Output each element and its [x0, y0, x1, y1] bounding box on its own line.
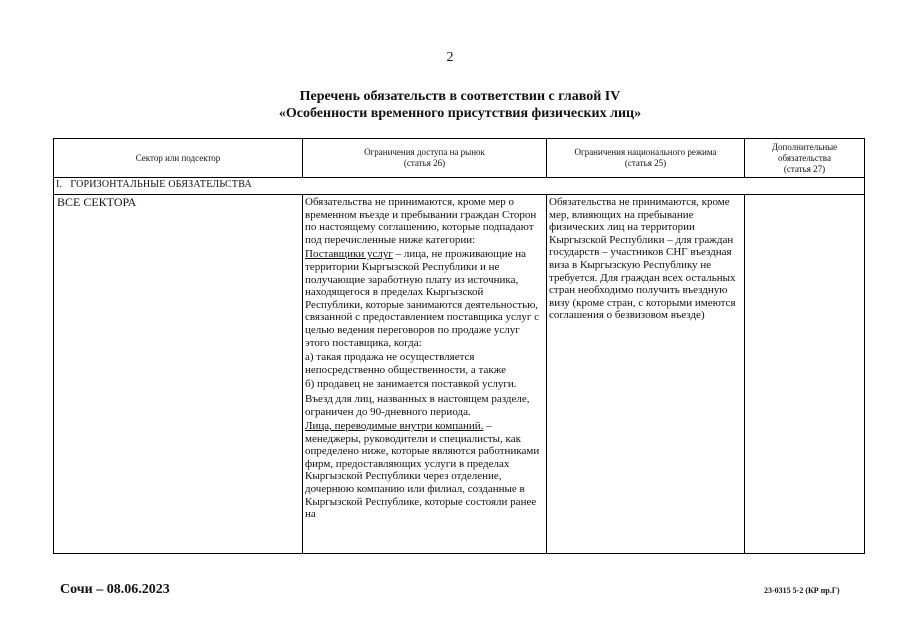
providers-text: – лица, не проживающие на территории Кыргызской Республики и не получающие заработную плату из источника, находящегося в пределах Кыргызской Республики, которые занимаются деятельностью, связанной с предоставлением поставщика услуг с целью ведения переговоров по продаже услуг этого поставщика, когда:	[305, 248, 539, 349]
transferees-paragraph	[305, 420, 544, 521]
section-row	[54, 178, 865, 195]
header-additional-label-2: обязательства	[778, 152, 831, 163]
transferees-text: – менеджеры, руководители и специалисты, как определено ниже, которые являются работниками фирм, предоставляющих услуги в пределах Кыргызской Республики через отделение, дочернюю компанию или филиал, созданные в Кыргызской Республике, которые состояли ранее на	[305, 420, 540, 521]
table-header-row	[54, 139, 865, 178]
header-national-treatment-label: Ограничения национального режима	[574, 147, 717, 157]
section-number: I.	[56, 179, 63, 190]
national-treatment-cell: Обязательства не принимаются, кроме мер, влияющих на пребывание физических лиц на территории Кыргызской Республики – для граждан государств – участников СНГ въездная виза в Кыргызскую Республику не требуется. Для граждан всех остальных стран необходимо получить въездную визу (кроме стран, с которыми имеются соглашения о безвизовом въезде)	[547, 195, 745, 554]
header-sector: Сектор или подсектор	[54, 139, 303, 178]
page-number: 2	[446, 50, 454, 65]
providers-term: Поставщики услуг	[305, 248, 393, 261]
header-additional-article: (статья 27)	[783, 163, 826, 174]
footer-place-date: Сочи – 08.06.2023	[60, 582, 170, 597]
item-a: а) такая продажа не осуществляется непосредственно общественности, а также	[305, 351, 507, 376]
header-national-treatment	[547, 139, 745, 178]
page-title-line-2: «Особенности временного присутствия физических лиц»	[278, 106, 642, 121]
page-title	[0, 88, 900, 122]
header-market-access-label: Ограничения доступа на рынок	[364, 147, 485, 157]
additional-cell	[745, 195, 865, 554]
sector-cell: ВСЕ СЕКТОРА	[54, 195, 303, 554]
item-b: б) продавец не занимается поставкой услуги.	[305, 378, 517, 391]
market-access-cell	[303, 195, 547, 554]
transferees-term: Лица, переводимые внутри компаний.	[305, 420, 484, 433]
providers-paragraph	[305, 248, 544, 349]
header-market-access-article: (статья 26)	[403, 158, 446, 168]
header-national-treatment-article: (статья 25)	[624, 158, 667, 168]
page-title-line-1: Перечень обязательств в соответствии с главой IV	[299, 89, 621, 104]
commitments-table	[53, 138, 865, 554]
header-additional-label-1: Дополнительные	[771, 141, 838, 152]
header-additional	[745, 139, 865, 178]
entry-limit: Въезд для лиц, названных в настоящем разделе, ограничен до 90-дневного периода.	[305, 392, 530, 418]
market-access-intro: Обязательства не принимаются, кроме мер о временном въезде и пребывании граждан Сторон по настоящему соглашению, которые подпадают под перечисленные ниже категории:	[305, 196, 537, 246]
section-title: ГОРИЗОНТАЛЬНЫЕ ОБЯЗАТЕЛЬСТВА	[70, 179, 252, 190]
table-row	[54, 195, 865, 554]
footer-doc-code: 23-0315 5-2 (КР пр.Г)	[764, 586, 840, 595]
section-heading	[54, 178, 865, 195]
header-market-access	[303, 139, 547, 178]
